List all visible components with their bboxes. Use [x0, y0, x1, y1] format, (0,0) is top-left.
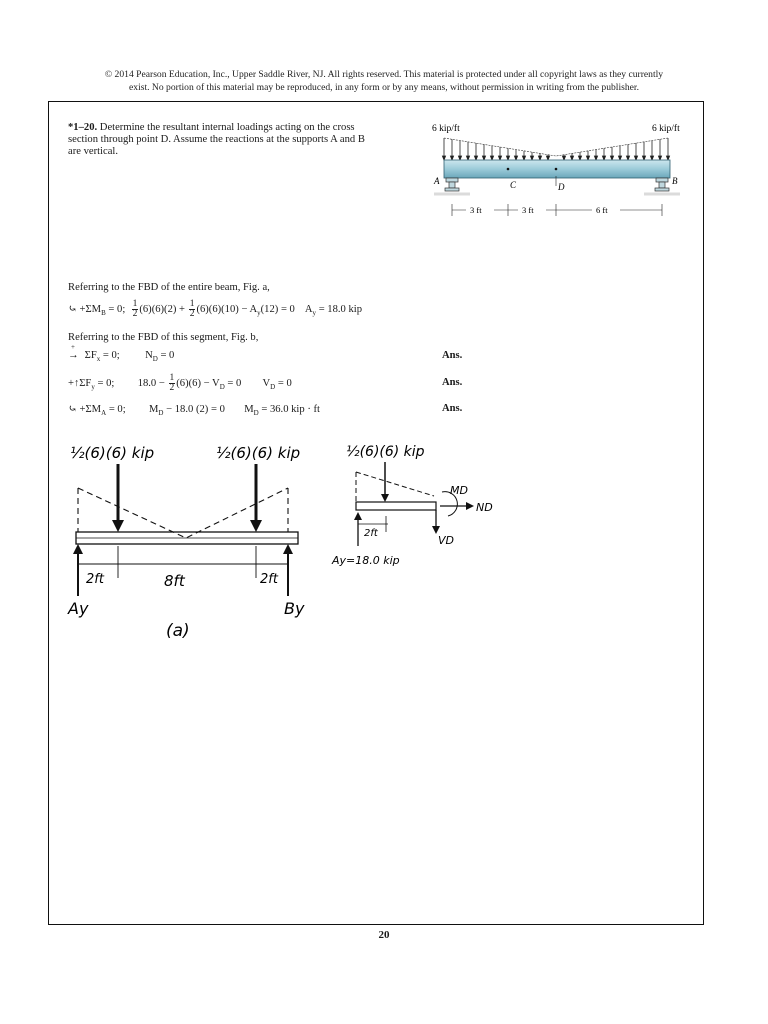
load-arrowhead: [666, 156, 669, 160]
load-arrowhead: [530, 156, 533, 160]
load-arrows: [442, 138, 669, 160]
eq3-term-1: 18.0 −: [137, 377, 165, 389]
answer-2: Ans.: [442, 377, 463, 388]
dim-label-1: 3 ft: [470, 205, 482, 215]
equation-moment-a: [68, 403, 320, 417]
eq2-body-value: = 0: [160, 350, 175, 361]
equation-sum-fy: [68, 374, 292, 393]
sketch-b-normal: ND: [476, 501, 493, 514]
eq3-result: V: [262, 377, 271, 389]
point-c-dot: [507, 168, 510, 171]
load-arrowhead: [466, 156, 469, 160]
eq3-lhs: +↑ΣF: [68, 377, 92, 389]
eq4-lhs: ⤿ +ΣM: [68, 404, 102, 415]
eq4-term-1-value: − 18.0 (2) = 0: [166, 404, 225, 415]
problem-number: *1–20.: [68, 122, 98, 133]
eq1-frac-2: $\frac{1}{2}$: [189, 299, 195, 319]
eq2-body-sub: D: [152, 355, 158, 364]
load-arrowhead: [450, 156, 453, 160]
eq1-result-sub: y: [312, 309, 317, 318]
equation-sum-fx: [68, 343, 175, 364]
problem-text: Determine the resultant internal loadings acting on the cross section through point D. Assume the reactions at the supports A and B are vertical.: [68, 122, 365, 157]
eq3-term-2: (6)(6) − V: [176, 377, 220, 389]
load-arrowhead: [482, 156, 485, 160]
sketch-a-dim-1: 2ft: [86, 572, 104, 587]
sketch-b-load: ½(6)(6) kip: [346, 444, 425, 460]
load-arrowhead: [658, 156, 661, 160]
sketch-a-dim-3: 2ft: [260, 572, 278, 587]
load-arrowhead: [538, 156, 541, 160]
eq3-mid: = 0;: [97, 377, 115, 389]
load-arrowhead: [546, 156, 549, 160]
label-c: C: [510, 180, 517, 190]
sketch-b-moment: MD: [450, 484, 468, 497]
sketch-b-reaction: Ay=18.0 kip: [332, 554, 400, 567]
load-arrowhead: [578, 156, 581, 160]
eq3-result-sub: D: [270, 383, 276, 392]
sketch-b-shear: VD: [438, 534, 454, 547]
sketch-b-segment-fbd: [330, 436, 510, 576]
eq1-term-1: (6)(6)(2) +: [139, 303, 186, 315]
solution-ref-2: Referring to the FBD of this segment, Fig. b,: [68, 332, 259, 343]
load-arrowhead: [618, 156, 621, 160]
distributed-load-outline: [444, 138, 668, 156]
eq3-term-2-sub: D: [219, 383, 225, 392]
arrow-plus-right-icon: + →: [68, 343, 79, 361]
load-label-left: 6 kip/ft: [432, 124, 460, 134]
eq4-term-1-sub: D: [158, 409, 164, 418]
eq4-result: M: [244, 404, 254, 415]
beam-figure: [420, 118, 700, 223]
load-arrowhead: [490, 156, 493, 160]
sketch-a-reaction-ay: Ay: [68, 599, 89, 618]
load-arrowhead: [650, 156, 653, 160]
load-arrowhead: [506, 156, 509, 160]
answer-3: Ans.: [442, 403, 463, 414]
eq4-mid: = 0;: [108, 404, 126, 415]
load-arrowhead: [586, 156, 589, 160]
sketch-a-load-2: ½(6)(6) kip: [216, 444, 301, 462]
load-arrowhead: [626, 156, 629, 160]
copyright-notice: [60, 69, 708, 94]
eq3-result-value: = 0: [277, 377, 292, 389]
eq2-sub: x: [96, 355, 101, 364]
load-arrowhead: [642, 156, 645, 160]
eq1-mid: = 0;: [108, 303, 126, 315]
eq2-mid: = 0;: [102, 350, 120, 361]
dim-label-2: 3 ft: [522, 205, 534, 215]
eq1-lhs: ⤿ +ΣM: [68, 303, 102, 315]
sketch-a-load-1: ½(6)(6) kip: [70, 444, 155, 462]
eq1-sub: B: [101, 309, 106, 318]
eq2-lhs: ΣF: [84, 350, 97, 361]
page-number: 20: [378, 929, 390, 941]
label-b: B: [672, 176, 678, 186]
eq1-term-3: (12) = 0: [260, 303, 295, 315]
load-arrowhead: [498, 156, 501, 160]
copyright-line-1: © 2014 Pearson Education, Inc., Upper Saddle River, NJ. All rights reserved. This material is protected under all copyright laws as they currently: [104, 69, 664, 80]
eq3-sub: y: [91, 383, 95, 392]
eq4-result-value: = 36.0 kip · ft: [261, 404, 320, 415]
load-arrowhead: [594, 156, 597, 160]
load-arrowhead: [610, 156, 613, 160]
dim-label-3: 6 ft: [596, 205, 608, 215]
eq1-result: A: [304, 303, 313, 315]
label-a: A: [434, 176, 440, 186]
load-arrowhead: [458, 156, 461, 160]
eq2-body: N: [145, 350, 153, 361]
sketch-a-dim-2: 8ft: [164, 572, 185, 590]
load-arrowhead: [634, 156, 637, 160]
sketch-a-caption: (a): [166, 621, 190, 641]
eq4-term-1: M: [149, 404, 159, 415]
label-d: D: [558, 182, 565, 192]
load-arrowhead: [570, 156, 573, 160]
equation-moment-b: [68, 300, 362, 319]
load-label-right: 6 kip/ft: [652, 124, 680, 134]
eq1-term-2-sub: y: [257, 309, 261, 318]
answer-1: Ans.: [442, 350, 463, 361]
load-arrowhead: [474, 156, 477, 160]
load-arrowhead: [514, 156, 517, 160]
support-a: [445, 178, 459, 191]
sketch-a-full-beam-fbd: [66, 436, 316, 646]
load-arrowhead: [442, 156, 445, 160]
point-d-dot: [555, 168, 558, 171]
load-arrowhead: [522, 156, 525, 160]
eq1-term-2: (6)(6)(10) − A: [196, 303, 258, 315]
eq3-frac: $\frac{1}{2}$: [169, 373, 175, 393]
eq1-result-value: = 18.0 kip: [318, 303, 363, 315]
solution-ref-1: Referring to the FBD of the entire beam, Fig. a,: [68, 282, 270, 293]
sketch-b-dim: 2ft: [364, 528, 378, 539]
eq1-frac-1: $\frac{1}{2}$: [132, 299, 138, 319]
sketch-a-reaction-by: By: [284, 599, 305, 618]
load-arrowhead: [602, 156, 605, 160]
eq4-sub: A: [101, 409, 107, 418]
problem-statement: [68, 122, 368, 158]
eq3-term-3: = 0: [227, 377, 242, 389]
eq4-result-sub: D: [253, 409, 259, 418]
load-arrowhead: [562, 156, 565, 160]
support-b: [655, 178, 669, 191]
copyright-line-2: exist. No portion of this material may be reproduced, in any form or by any means, without permission in writing from the publisher.: [129, 81, 639, 93]
